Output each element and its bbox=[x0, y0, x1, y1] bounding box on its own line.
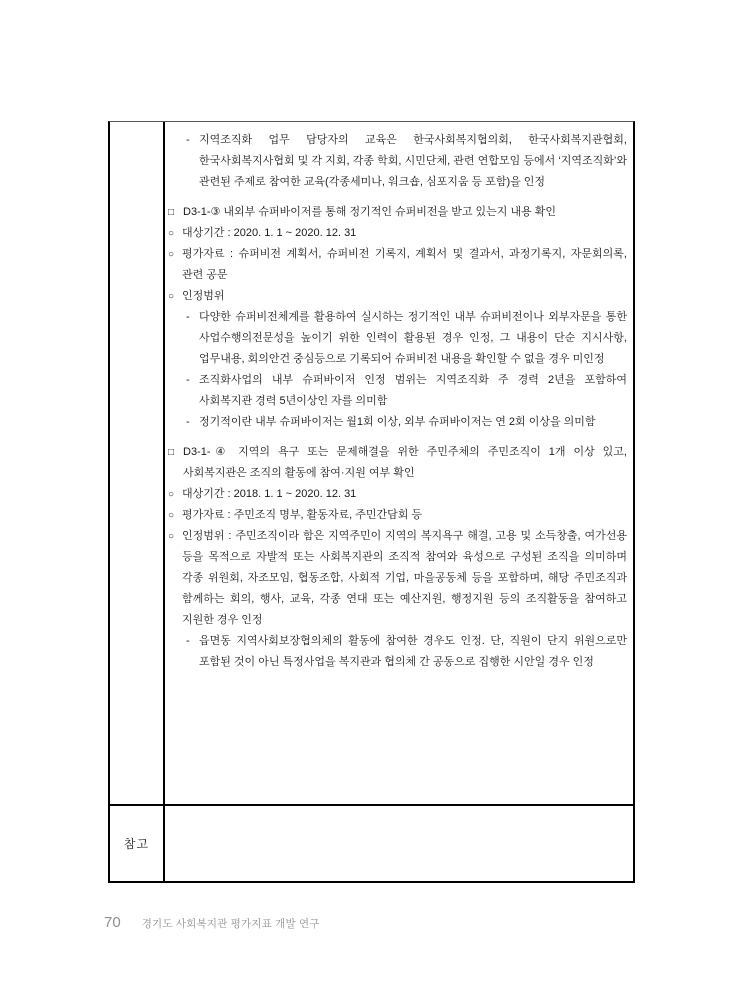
dash-bullet-icon: - bbox=[186, 374, 190, 386]
note-row-empty-cell bbox=[165, 804, 633, 881]
circle-bullet-icon: ○ bbox=[168, 489, 175, 500]
criteria-item bbox=[186, 130, 627, 193]
criteria-item bbox=[186, 307, 627, 370]
criteria-item-text: 인정범위 : 주민조직이라 함은 지역주민이 지역의 복지욕구 해결, 고용 및 소득창출, 여가선용 등을 목적으로 자발적 또는 사회복지관의 조직적 참여와 육성으로 구성된 조직을 의미하며 각종 위원회, 자조모임, 협동조합, 사회적 기업, 마을공동체 등을 포함하며, 해당 주민조직과 함께하는 회의, 행사, 교육, 각종 연대 또는 예산지원, 행정지원 등의 조직활동을 참여하고 지원한 경우 인정 bbox=[182, 530, 627, 626]
page-footer bbox=[104, 914, 320, 931]
note-row-label: 참고 bbox=[110, 804, 165, 881]
criteria-item bbox=[168, 526, 627, 631]
dash-bullet-icon: - bbox=[186, 635, 190, 647]
side-column-empty-cell bbox=[110, 122, 165, 804]
criteria-item bbox=[186, 412, 627, 433]
criteria-item-text: 지역조직화 업무 담당자의 교육은 한국사회복지협의회, 한국사회복지관협회, 한국사회복지사협회 및 각 지회, 각종 학회, 시민단체, 관련 연합모임 등에서 ‘지역조직화’와 관련된 주제로 참여한 교육(각종세미나, 워크숍, 심포지움 등 포함)을 인정 bbox=[199, 134, 627, 188]
box-bullet-icon: □ bbox=[168, 207, 175, 218]
criteria-item bbox=[168, 244, 627, 286]
criteria-item bbox=[168, 484, 627, 505]
criteria-item bbox=[168, 442, 627, 484]
criteria-item bbox=[168, 286, 627, 307]
report-title: 경기도 사회복지관 평가지표 개발 연구 bbox=[141, 918, 320, 930]
circle-bullet-icon: ○ bbox=[168, 249, 175, 260]
criteria-item bbox=[168, 505, 627, 526]
criteria-item-text: D3-1-③ 내외부 슈퍼바이저를 통해 정기적인 슈퍼비전을 받고 있는지 내용 확인 bbox=[183, 206, 557, 218]
page-number: 70 bbox=[104, 914, 121, 931]
dash-bullet-icon: - bbox=[186, 416, 190, 428]
box-bullet-icon: □ bbox=[168, 447, 175, 458]
criteria-item-text: 조직화사업의 내부 슈퍼바이저 인정 범위는 지역조직화 주 경력 2년을 포함하여 사회복지관 경력 5년이상인 자를 의미함 bbox=[199, 374, 627, 407]
dash-bullet-icon: - bbox=[186, 134, 190, 146]
criteria-item bbox=[168, 202, 627, 223]
criteria-item-text: 대상기간 : 2018. 1. 1 ~ 2020. 12. 31 bbox=[182, 488, 357, 500]
criteria-item-text: D3-1-④ 지역의 욕구 또는 문제해결을 위한 주민주체의 주민조직이 1개 이상 있고, 사회복지관은 조직의 활동에 참여·지원 여부 확인 bbox=[183, 446, 627, 479]
circle-bullet-icon: ○ bbox=[168, 510, 175, 521]
circle-bullet-icon: ○ bbox=[168, 531, 175, 542]
criteria-item-text: 다양한 슈퍼비전체계를 활용하여 실시하는 정기적인 내부 슈퍼비전이나 외부자문을 통한 사업수행의전문성을 높이기 위한 인력이 활용된 경우 인정, 그 내용이 단순 지시사항, 업무내용, 회의안건 중심등으로 기록되어 슈퍼비전 내용을 확인할 수 없을 경우 미인정 bbox=[199, 311, 627, 365]
dash-bullet-icon: - bbox=[186, 311, 190, 323]
criteria-item bbox=[168, 223, 627, 244]
criteria-item-text: 읍면동 지역사회보장협의체의 활동에 참여한 경우도 인정. 단, 직원이 단지 위원으로만 포함된 것이 아닌 특정사업을 복지관과 협의체 간 공동으로 집행한 시안일 경우 인정 bbox=[199, 635, 627, 668]
criteria-item-text: 평가자료 : 주민조직 명부, 활동자료, 주민간담회 등 bbox=[182, 509, 423, 521]
circle-bullet-icon: ○ bbox=[168, 228, 175, 239]
criteria-list bbox=[168, 130, 627, 673]
criteria-item-text: 평가자료 : 슈퍼비전 계획서, 슈퍼비전 기록지, 계획서 및 결과서, 과정기록지, 자문회의록, 관련 공문 bbox=[182, 248, 627, 281]
criteria-item bbox=[186, 631, 627, 673]
criteria-item-text: 대상기간 : 2020. 1. 1 ~ 2020. 12. 31 bbox=[182, 227, 357, 239]
criteria-item bbox=[186, 370, 627, 412]
circle-bullet-icon: ○ bbox=[168, 291, 175, 302]
criteria-item-text: 인정범위 bbox=[182, 290, 225, 302]
evaluation-criteria-table bbox=[108, 121, 635, 883]
criteria-content-cell bbox=[165, 122, 633, 804]
criteria-item-text: 정기적이란 내부 슈퍼바이저는 월1회 이상, 외부 슈퍼바이저는 연 2회 이상을 의미함 bbox=[199, 416, 596, 428]
